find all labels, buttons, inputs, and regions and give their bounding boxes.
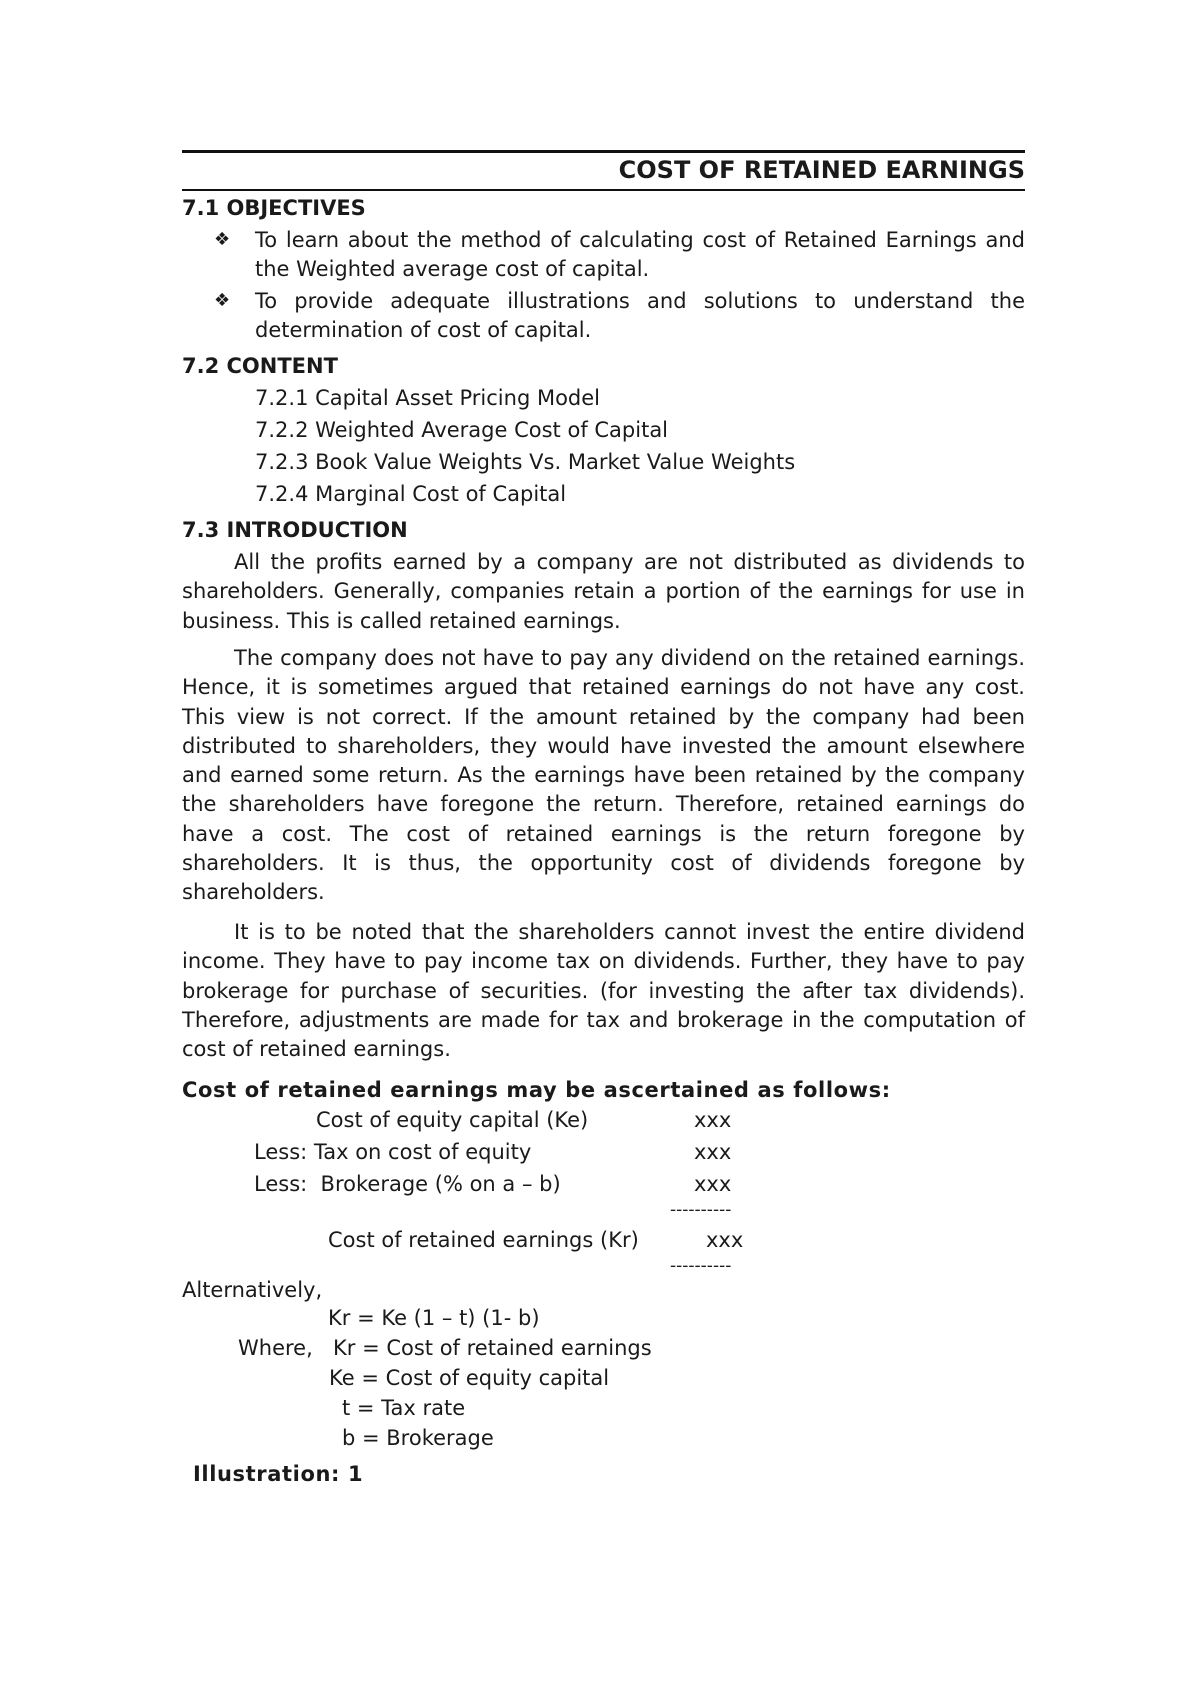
formula-equation: Kr = Ke (1 – t) (1- b) [328, 1306, 540, 1330]
introduction-heading: 7.3 INTRODUCTION [182, 518, 408, 542]
diamond-bullet-icon: ❖ [214, 290, 231, 311]
computation-row-value: xxx [694, 1172, 732, 1196]
where-label: Where, [238, 1336, 313, 1360]
computation-row-label: Less: Tax on cost of equity [254, 1140, 532, 1164]
computation-row-value: xxx [694, 1140, 732, 1164]
content-item: 7.2.4 Marginal Cost of Capital [255, 482, 567, 506]
chapter-title: COST OF RETAINED EARNINGS [618, 156, 1025, 184]
alternatively-label: Alternatively, [182, 1278, 323, 1302]
computation-total-label: Cost of retained earnings (Kr) [328, 1228, 639, 1252]
content-item: 7.2.1 Capital Asset Pricing Model [255, 386, 601, 410]
intro-paragraph-1: All the profits earned by a company are not distributed as dividends to shareholders. Generally, companies retain a portion of the earnings for use in business. This is called retained earnings. [182, 550, 1025, 633]
content-item: 7.2.3 Book Value Weights Vs. Market Value Weights [255, 450, 796, 474]
computation-row-label: Cost of equity capital (Ke) [316, 1108, 589, 1132]
objective-item-1: To learn about the method of calculating cost of Retained Earnings and the Weighted average cost of capital. [255, 228, 1025, 281]
computation-row-value: xxx [694, 1108, 732, 1132]
objectives-heading: 7.1 OBJECTIVES [182, 196, 366, 220]
separator-line: ---------- [670, 1256, 732, 1276]
diamond-bullet-icon: ❖ [214, 229, 231, 250]
title-rule-top [182, 150, 1025, 153]
illustration-heading: Illustration: 1 [193, 1462, 364, 1486]
formula-definition: Ke = Cost of equity capital [329, 1366, 610, 1390]
computation-heading: Cost of retained earnings may be ascertained as follows: [182, 1078, 891, 1102]
formula-definition: b = Brokerage [342, 1426, 494, 1450]
formula-definition: t = Tax rate [342, 1396, 466, 1420]
intro-paragraph-3: It is to be noted that the shareholders cannot invest the entire dividend income. They have to pay income tax on dividends. Further, they have to pay brokerage for purchase of securities. (for investing the after tax dividends). Therefore, adjustments are made for tax and brokerage in the computation of cost of retained earnings. [182, 920, 1025, 1062]
separator-line: ---------- [670, 1200, 732, 1220]
formula-definition: Kr = Cost of retained earnings [333, 1336, 652, 1360]
computation-row-label: Less: Brokerage (% on a – b) [254, 1172, 561, 1196]
title-rule-bottom [182, 189, 1025, 191]
content-heading: 7.2 CONTENT [182, 354, 338, 378]
objective-item-2: To provide adequate illustrations and solutions to understand the determination of cost of capital. [255, 289, 1025, 342]
intro-paragraph-2: The company does not have to pay any dividend on the retained earnings. Hence, it is sometimes argued that retained earnings do not have any cost. This view is not correct. If the amount retained by the company had been distributed to shareholders, they would have invested the amount elsewhere and earned some return. As the earnings have been retained by the company the shareholders have foregone the return. Therefore, retained earnings do have a cost. The cost of retained earnings is the return foregone by shareholders. It is thus, the opportunity cost of dividends foregone by shareholders. [182, 646, 1025, 905]
content-item: 7.2.2 Weighted Average Cost of Capital [255, 418, 669, 442]
computation-total-value: xxx [706, 1228, 744, 1252]
